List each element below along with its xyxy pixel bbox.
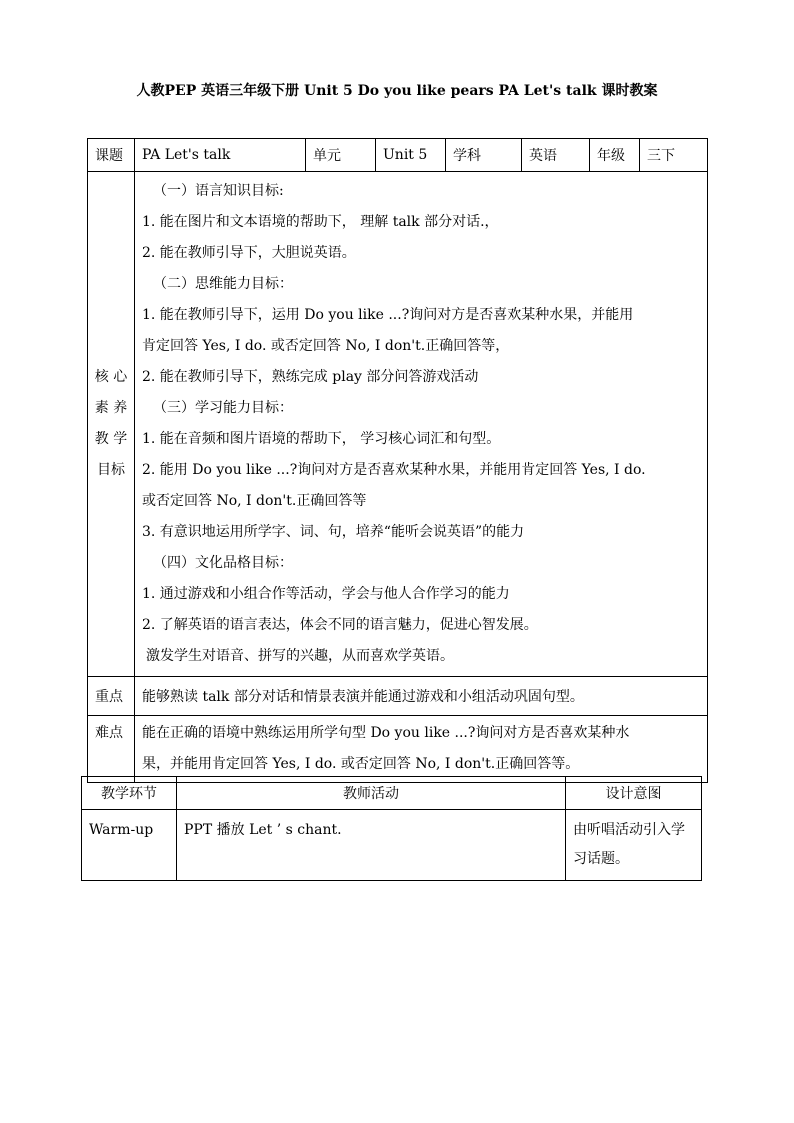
header-intent: 设计意图 — [566, 777, 702, 810]
page-title: 人教PEP 英语三年级下册 Unit 5 Do you like pears PA Let's talk 课时教案 — [136, 83, 658, 99]
objective-line: 1. 能在音频和图片语境的帮助下， 学习核心词汇和句型。 — [142, 431, 501, 447]
key-point-row — [88, 677, 708, 716]
header-row — [88, 139, 708, 172]
objectives-content — [135, 172, 708, 677]
grade-label: 年级 — [590, 139, 640, 172]
stage-cell: Warm-up — [82, 810, 177, 881]
objective-line: 3. 有意识地运用所学字、词、句，培养“能听会说英语”的能力 — [142, 524, 525, 540]
objective-line: （一）语言知识目标: — [153, 183, 284, 199]
subject-label: 学科 — [446, 139, 522, 172]
objective-line: 2. 能在教师引导下，大胆说英语。 — [142, 245, 356, 261]
teaching-process-table — [81, 776, 702, 881]
objective-line: （二）思维能力目标： — [153, 276, 293, 292]
difficulty-label: 难点 — [88, 716, 135, 783]
objective-line: 激发学生对语音、拼写的兴趣，从而喜欢学英语。 — [146, 648, 454, 664]
header-activity: 教师活动 — [177, 777, 566, 810]
key-point-text: 能够熟读 talk 部分对话和情景表演并能通过游戏和小组活动巩固句型。 — [135, 677, 708, 716]
lesson-info-table — [87, 138, 708, 783]
difficulty-text: 能在正确的语境中熟练运用所学句型 Do you like ...?询问对方是否喜欢某种水 果，并能用肯定回答 Yes, I do. 或否定回答 No, I don't.正确回答等。 — [135, 716, 708, 783]
objective-line: （三）学习能力目标： — [153, 400, 293, 416]
difficulty-row — [88, 716, 708, 783]
table-row — [82, 810, 702, 881]
objective-line: 或否定回答 No, I don't.正确回答等 — [142, 493, 367, 509]
objective-line: 2. 了解英语的语言表达，体会不同的语言魅力，促进心智发展。 — [142, 617, 538, 633]
objective-line: 肯定回答 Yes, I do. 或否定回答 No, I don't.正确回答等， — [142, 338, 510, 354]
objectives-label: 核 心 素 养 教 学 目标 — [88, 172, 135, 677]
subject-value: 英语 — [522, 139, 590, 172]
key-point-label: 重点 — [88, 677, 135, 716]
objective-line: 1. 通过游戏和小组合作等活动，学会与他人合作学习的能力 — [142, 586, 510, 602]
objective-line: 1. 能在教师引导下，运用 Do you like ...?询问对方是否喜欢某种水果，并能用 — [142, 307, 634, 323]
objective-line: 2. 能在教师引导下，熟练完成 play 部分问答游戏活动 — [142, 369, 479, 385]
intent-cell: 由听唱活动引入学习话题。 — [566, 810, 702, 881]
objective-line: （四）文化品格目标： — [153, 555, 293, 571]
process-header-row — [82, 777, 702, 810]
objective-line: 1. 能在图片和文本语境的帮助下， 理解 talk 部分对话.， — [142, 214, 499, 230]
topic-value: PA Let's talk — [135, 139, 306, 172]
topic-label: 课题 — [88, 139, 135, 172]
objective-line: 2. 能用 Do you like ...?询问对方是否喜欢某种水果，并能用肯定回答 Yes, I do. — [142, 462, 646, 478]
header-stage: 教学环节 — [82, 777, 177, 810]
grade-value: 三下 — [640, 139, 708, 172]
activity-cell: PPT 播放 Let ’ s chant. — [177, 810, 566, 881]
objectives-row — [88, 172, 708, 677]
unit-value: Unit 5 — [376, 139, 446, 172]
unit-label: 单元 — [306, 139, 376, 172]
